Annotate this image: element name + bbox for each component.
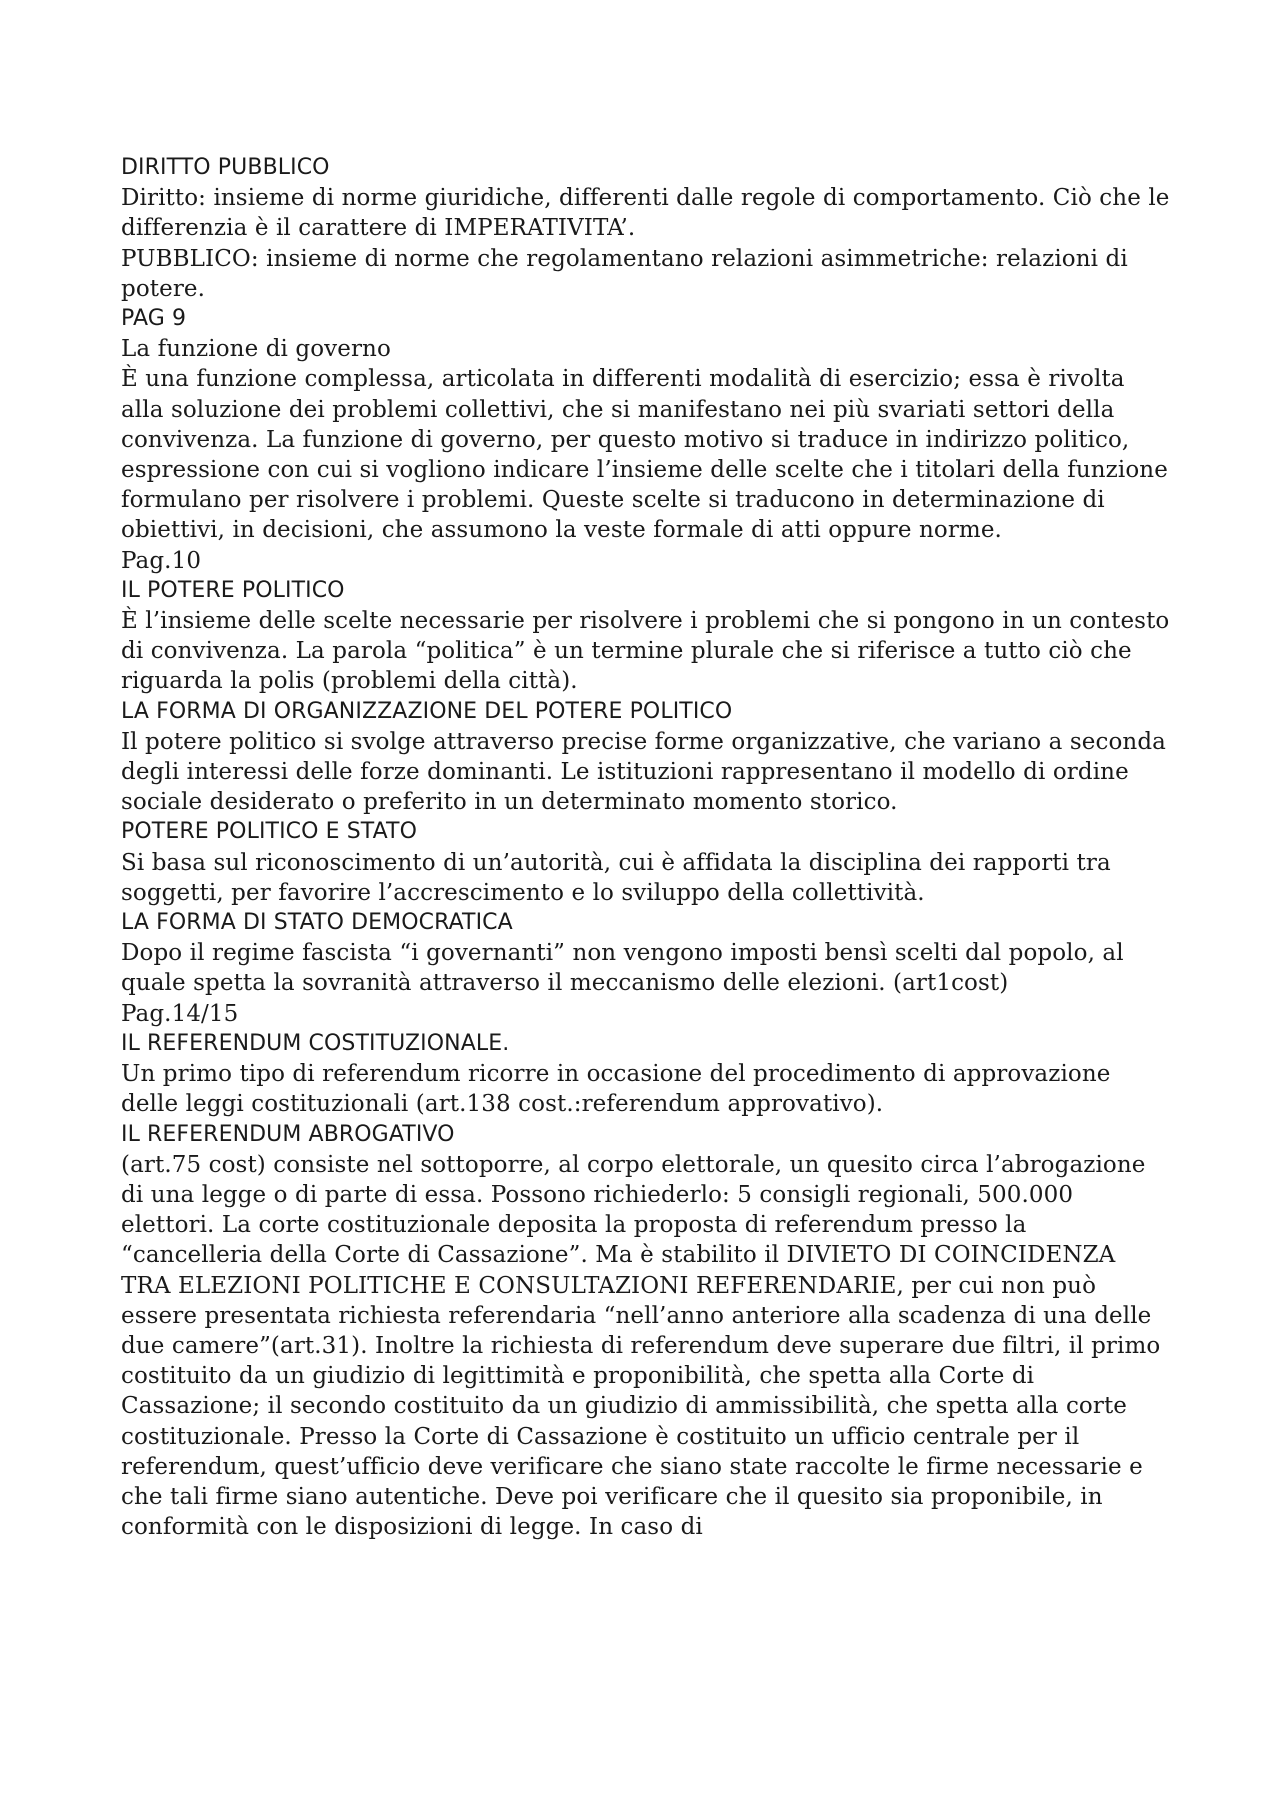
paragraph: (art.75 cost) consiste nel sottoporre, al corpo elettorale, un quesito circa l’abrogazione di una legge o di parte di essa. Possono richiederlo: 5 consigli regionali, 500.000 elettori. La corte costituzionale deposita la proposta di referendum presso la “cancelleria della Corte di Cassazione”. Ma è stabilito il DIVIETO DI COINCIDENZA TRA ELEZIONI POLITICHE E CONSULTAZIONI REFERENDARIE, per cui non può essere presentata richiesta referendaria “nell’anno anteriore alla scadenza di una delle due camere”(art.31). Inoltre la richiesta di referendum deve superare due filtri, il primo costituito da un giudizio di legittimità e proponibilità, che spetta alla Corte di Cassazione; il secondo costituito da un giudizio di ammissibilità, che spetta alla corte costituzionale. Presso la Corte di Cassazione è costituito un ufficio centrale per il referendum, quest’ufficio deve verificare che siano state raccolte le firme necessarie e che tali firme siano autentiche. Deve poi verificare che il quesito sia proponibile, in conformità con le disposizioni di legge. In caso di [121, 1151, 1161, 1541]
section-heading: POTERE POLITICO E STATO [121, 819, 418, 845]
document-page [121, 153, 1171, 1542]
paragraph: Diritto: insieme di norme giuridiche, differenti dalle regole di comportamento. Ciò che le differenzia è il carattere di IMPERATIVITA’. [121, 185, 1170, 242]
paragraph: Il potere politico si svolge attraverso precise forme organizzative, che variano a seconda degli interessi delle forze dominanti. Le istituzioni rappresentano il modello di ordine sociale desiderato o preferito in un determinato momento storico. [121, 728, 1166, 816]
section-heading: IL REFERENDUM COSTITUZIONALE. [121, 1030, 510, 1056]
paragraph: Dopo il regime fascista “i governanti” non vengono imposti bensì scelti dal popolo, al quale spetta la sovranità attraverso il meccanismo delle elezioni. (art1cost) [121, 940, 1124, 997]
document-title: DIRITTO PUBBLICO [121, 155, 330, 180]
section-heading: IL POTERE POLITICO [121, 577, 345, 603]
paragraph: Un primo tipo di referendum ricorre in occasione del procedimento di approvazione delle leggi costituzionali (art.138 cost.:referendum approvativo). [121, 1061, 1111, 1118]
paragraph: È una funzione complessa, articolata in differenti modalità di esercizio; essa è rivolta alla soluzione dei problemi collettivi, che si manifestano nei più svariati settori della convivenza. La funzione di governo, per questo motivo si traduce in indirizzo politico, espressione con cui si vogliono indicare l’insieme delle scelte che i titolari della funzione formulano per risolvere i problemi. Queste scelte si traducono in determinazione di obiettivi, in decisioni, che assumono la veste formale di atti oppure norme. [121, 366, 1168, 544]
page-reference: Pag.10 [121, 547, 202, 574]
section-heading: LA FORMA DI STATO DEMOCRATICA [121, 910, 513, 936]
page-reference: PAG 9 [121, 306, 187, 332]
section-heading: IL REFERENDUM ABROGATIVO [121, 1121, 455, 1147]
paragraph: È l’insieme delle scelte necessarie per risolvere i problemi che si pongono in un contesto di convivenza. La parola “politica” è un termine plurale che si riferisce a tutto ciò che riguarda la polis (problemi della città). [121, 608, 1170, 695]
section-heading: LA FORMA DI ORGANIZZAZIONE DEL POTERE POLITICO [121, 698, 733, 724]
paragraph: Si basa sul riconoscimento di un’autorità, cui è affidata la disciplina dei rapporti tra soggetti, per favorire l’accrescimento e lo sviluppo della collettività. [121, 849, 1111, 906]
paragraph: PUBBLICO: insieme di norme che regolamentano relazioni asimmetriche: relazioni di potere. [121, 245, 1128, 302]
section-subtitle: La funzione di governo [121, 336, 391, 363]
page-reference: Pag.14/15 [121, 1000, 239, 1027]
